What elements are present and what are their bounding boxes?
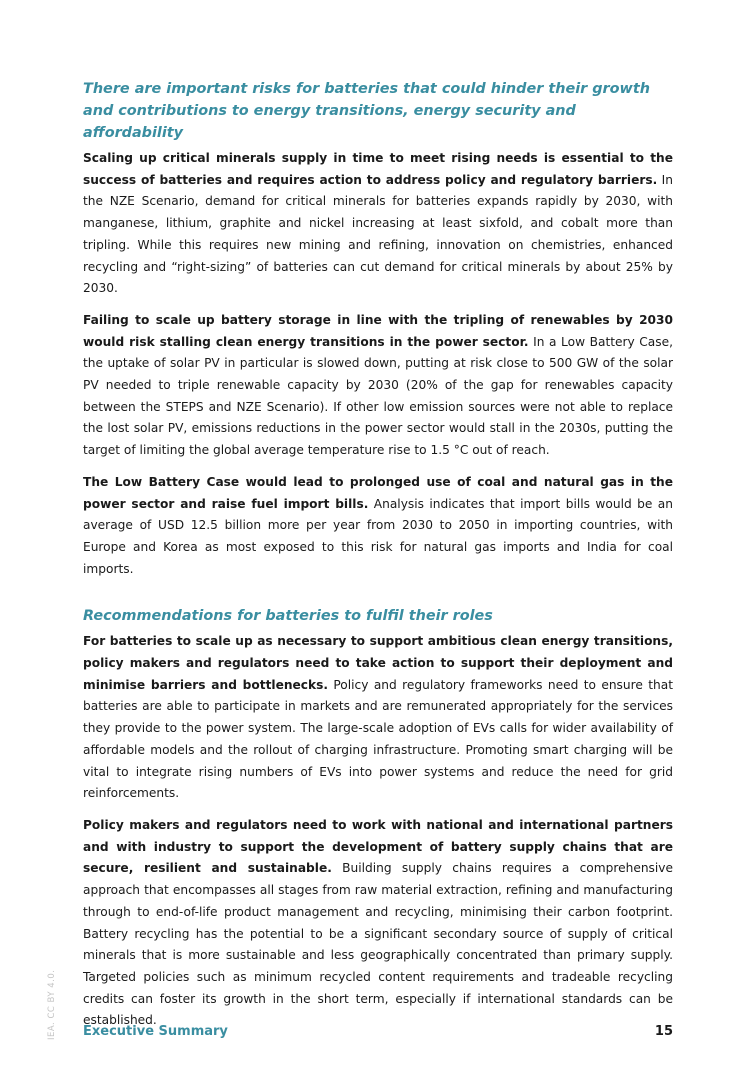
footer-page-number: 15 [654,1024,673,1039]
paragraph-body: Policy and regulatory frameworks need to ensure that batteries are able to participate in markets and are remunerated appropriately for the services they provide to the power system. The large-scale adoption of EVs calls for wider availability of affordable models and the rollout of charging infrastructure. Promoting smart charging will be vital to integrate rising numbers of EVs into power systems and reduce the need for grid reinforcements. [83,677,673,801]
paragraph-critical-minerals [83,148,673,300]
section-heading-risks: There are important risks for batteries that could hinder their growth and contributions to energy transitions, energy security and affordability [83,81,650,141]
page-body [83,78,673,1042]
paragraph-policy-makers-deployment [83,631,673,805]
paragraph-lead: The Low Battery Case would lead to prolonged use of coal and natural gas in the power sector and raise fuel import bills. [83,474,673,511]
footer-section-label: Executive Summary [83,1024,228,1039]
paragraph-lead: For batteries to scale up as necessary to support ambitious clean energy transitions, policy makers and regulators need to take action to support their deployment and minimise barriers and bottlenecks. [83,634,673,692]
paragraph-battery-storage [83,310,673,462]
section-heading-recommendations: Recommendations for batteries to fulfil their roles [83,608,493,625]
paragraph-supply-chains [83,815,673,1032]
paragraph-body: Building supply chains requires a comprehensive approach that encompasses all stages from raw material extraction, refining and manufacturing through to end-of-life product management and recycling, minimising their carbon footprint. Battery recycling has the potential to be a significant secondary source of supply of critical minerals that is more sustainable and less geographically concentrated than primary supply. Targeted policies such as minimum recycled content requirements and tradeable recycling credits can foster its growth in the short term, especially if international standards can be established. [83,861,673,1028]
paragraph-body: In the NZE Scenario, demand for critical minerals for batteries expands rapidly by 2030, with manganese, lithium, graphite and nickel increasing at least sixfold, and cobalt more than tripling. While this requires new mining and refining, innovation on chemistries, enhanced recycling and “right-sizing” of batteries can cut demand for critical minerals by about 25% by 2030. [83,172,673,296]
paragraph-lead: Failing to scale up battery storage in line with the tripling of renewables by 2030 would risk stalling clean energy transitions in the power sector. [83,312,673,349]
paragraph-lead: Policy makers and regulators need to work with national and international partners and with industry to support the development of battery supply chains that are secure, resilient and sustainable. [83,817,673,876]
paragraph-low-battery-case [83,472,673,581]
license-watermark: IEA. CC BY 4.0. [47,969,57,1040]
paragraph-lead: Scaling up critical minerals supply in time to meet rising needs is essential to the success of batteries and requires action to address policy and regulatory barriers. [83,151,673,187]
paragraph-body: In a Low Battery Case, the uptake of solar PV in particular is slowed down, putting at risk close to 500 GW of the solar PV needed to triple renewable capacity by 2030 (20% of the gap for renewables capacity between the STEPS and NZE Scenario). If other low emission sources were not able to replace the lost solar PV, emissions reductions in the power sector would stall in the 2030s, putting the target of limiting the global average temperature rise to 1.5 °C out of reach. [83,334,674,458]
paragraph-body: Analysis indicates that import bills would be an average of USD 12.5 billion more per year from 2030 to 2050 in importing countries, with Europe and Korea as most exposed to this risk for natural gas imports and India for coal imports. [83,496,673,576]
